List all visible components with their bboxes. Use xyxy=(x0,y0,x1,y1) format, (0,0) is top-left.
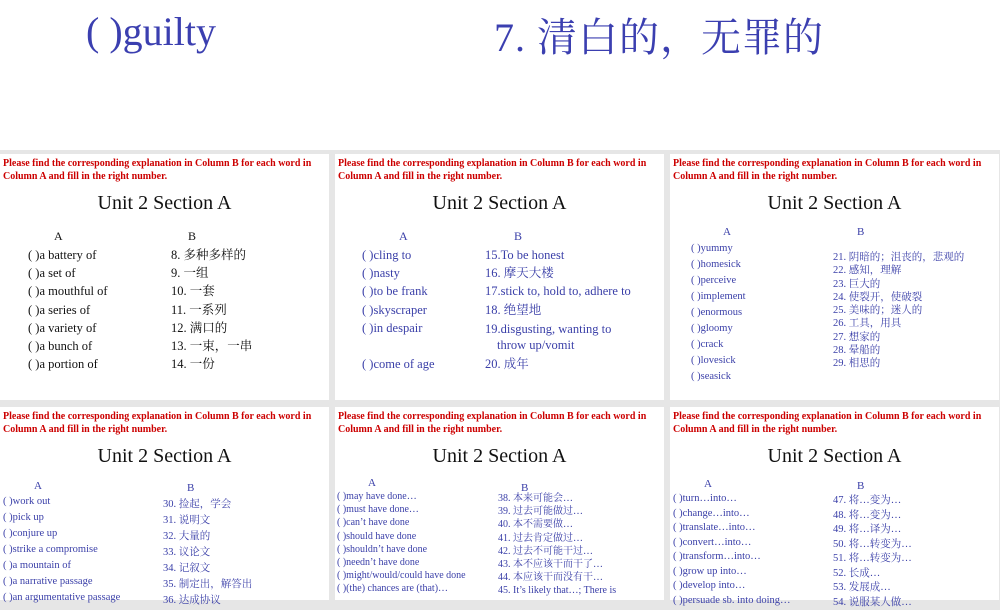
column-b-header: B xyxy=(514,229,522,244)
list-item: ( )crack xyxy=(691,337,746,353)
instruction-text: Please find the corresponding explanation in Column B for each word in Column A and fill in the right number. xyxy=(673,157,993,183)
list-item: ( )needn’t have done xyxy=(337,556,466,569)
list-item: ( )a narrative passage xyxy=(3,574,120,590)
list-item: 39. 过去可能做过… xyxy=(498,505,616,518)
instruction-text: Please find the corresponding explanation in Column B for each word in Column A and fill in the right number. xyxy=(338,410,658,436)
column-a-list xyxy=(673,492,791,608)
list-item: ( )may have done… xyxy=(337,490,466,503)
list-item: ( )work out xyxy=(3,494,120,510)
list-item: ( )a set of xyxy=(28,264,108,282)
slide-title: Unit 2 Section A xyxy=(670,192,999,215)
list-item: 26. 工具，用具 xyxy=(833,317,964,330)
column-a-header: A xyxy=(54,229,63,244)
list-item: ( )cling to xyxy=(362,246,435,264)
column-a-list xyxy=(691,241,746,385)
list-item: ( )a portion of xyxy=(28,355,108,373)
list-item: 32. 大量的 xyxy=(163,529,252,545)
list-item: ( )a bunch of xyxy=(28,337,108,355)
list-item: ( )gloomy xyxy=(691,321,746,337)
slide-1 xyxy=(0,154,329,400)
list-item: 47. 将…变为… xyxy=(833,494,912,509)
list-item: ( )shouldn’t have done xyxy=(337,543,466,556)
list-item: ( )must have done… xyxy=(337,503,466,516)
slide-6 xyxy=(670,407,999,600)
list-item: 14. 一份 xyxy=(171,355,252,373)
list-item: 11. 一系列 xyxy=(171,301,252,319)
list-item: 13. 一束，一串 xyxy=(171,337,252,355)
list-item: 33. 议论文 xyxy=(163,545,252,561)
list-item: 27. 想家的 xyxy=(833,331,964,344)
list-item: 49. 将…译为… xyxy=(833,523,912,538)
list-item: 36. 达成协议 xyxy=(163,593,252,609)
list-item: ( )a series of xyxy=(28,301,108,319)
instruction-text: Please find the corresponding explanation in Column B for each word in Column A and fill in the right number. xyxy=(338,157,658,183)
list-item: ( )translate…into… xyxy=(673,521,791,536)
list-item: ( )implement xyxy=(691,289,746,305)
list-item: 53. 发展成… xyxy=(833,581,912,596)
instruction-text: Please find the corresponding explanation in Column B for each word in Column A and fill in the right number. xyxy=(3,410,323,436)
list-item: ( )perceive xyxy=(691,273,746,289)
list-item: ( )skyscraper xyxy=(362,301,435,319)
list-item-continued: throw up/vomit xyxy=(485,337,631,353)
list-item: 34. 记叙文 xyxy=(163,561,252,577)
list-item: ( )persuade sb. into doing… xyxy=(673,594,791,609)
list-item: 22. 感知，理解 xyxy=(833,264,964,277)
list-item: ( )homesick xyxy=(691,257,746,273)
list-item: 28. 晕船的 xyxy=(833,344,964,357)
list-item: 42. 过去不可能干过… xyxy=(498,545,616,558)
column-a-header: A xyxy=(34,480,42,492)
list-item: 35. 制定出，解答出 xyxy=(163,577,252,593)
list-item: ( )change…into… xyxy=(673,507,791,522)
list-item: ( )might/would/could have done xyxy=(337,569,466,582)
column-b-list xyxy=(485,246,631,373)
list-item: ( )(the) chances are (that)… xyxy=(337,582,466,595)
list-item: 54. 说服某人做… xyxy=(833,596,912,610)
slide-title: Unit 2 Section A xyxy=(0,445,329,468)
column-b-header: B xyxy=(521,482,528,494)
column-a-list xyxy=(337,490,466,596)
list-item: 29. 相思的 xyxy=(833,357,964,370)
slide-title: Unit 2 Section A xyxy=(335,192,664,215)
slide-3 xyxy=(670,154,999,400)
list-item: 18. 绝望地 xyxy=(485,301,631,319)
column-a-list xyxy=(28,246,108,373)
list-item: ( )strike a compromise xyxy=(3,542,120,558)
column-b-list xyxy=(498,492,616,598)
list-item: ( )nasty xyxy=(362,264,435,282)
slide-4 xyxy=(0,407,329,600)
list-item: 40. 本不需要做… xyxy=(498,518,616,531)
list-item: ( )turn…into… xyxy=(673,492,791,507)
list-item: ( )yummy xyxy=(691,241,746,257)
list-item: 52. 长成… xyxy=(833,567,912,582)
list-item: ( )a mouthful of xyxy=(28,282,108,300)
column-a-list xyxy=(3,494,120,606)
list-item: ( )can’t have done xyxy=(337,516,466,529)
list-item: ( )come of age xyxy=(362,355,435,373)
list-item: 15.To be honest xyxy=(485,246,631,264)
column-b-list xyxy=(833,494,912,610)
list-item: 10. 一套 xyxy=(171,282,252,300)
list-item: ( )convert…into… xyxy=(673,536,791,551)
column-b-header: B xyxy=(187,482,194,494)
list-item: ( )conjure up xyxy=(3,526,120,542)
list-item: 20. 成年 xyxy=(485,355,631,373)
list-item: ( )grow up into… xyxy=(673,565,791,580)
guilty-item: ( )guilty xyxy=(86,8,216,55)
slide-title: Unit 2 Section A xyxy=(335,445,664,468)
list-item: ( )in despair xyxy=(362,319,435,337)
list-item: 44. 本应该干而没有干… xyxy=(498,571,616,584)
column-a-header: A xyxy=(704,478,712,490)
list-item: ( )a variety of xyxy=(28,319,108,337)
list-item: ( )to be frank xyxy=(362,282,435,300)
column-a-header: A xyxy=(723,226,731,238)
list-item: 38. 本来可能会… xyxy=(498,492,616,505)
slide-title: Unit 2 Section A xyxy=(670,445,999,468)
list-item: 41. 过去肯定做过… xyxy=(498,532,616,545)
column-b-list xyxy=(171,246,252,373)
list-item: 8. 多种多样的 xyxy=(171,246,252,264)
list-item: 9. 一组 xyxy=(171,264,252,282)
list-item: ( )lovesick xyxy=(691,353,746,369)
list-item: ( )should have done xyxy=(337,530,466,543)
list-item: 31. 说明文 xyxy=(163,513,252,529)
list-item: 51. 将…转变为… xyxy=(833,552,912,567)
column-b-header: B xyxy=(857,480,864,492)
column-b-list xyxy=(163,497,252,609)
slide-5 xyxy=(335,407,664,600)
list-item: 45. It’s likely that…; There is xyxy=(498,584,616,597)
list-item: 19.disgusting, wanting to xyxy=(485,321,631,337)
slide-2 xyxy=(335,154,664,400)
list-item: 30. 捡起，学会 xyxy=(163,497,252,513)
instruction-text: Please find the corresponding explanation in Column B for each word in Column A and fill in the right number. xyxy=(3,157,323,183)
column-a-header: A xyxy=(399,229,408,244)
top-slide-fragment xyxy=(0,0,1000,150)
list-item: 48. 将…变为… xyxy=(833,509,912,524)
list-item: ( )a mountain of xyxy=(3,558,120,574)
list-item: 12. 满口的 xyxy=(171,319,252,337)
instruction-text: Please find the corresponding explanation in Column B for each word in Column A and fill in the right number. xyxy=(673,410,993,436)
list-item: ( )a battery of xyxy=(28,246,108,264)
list-item: ( )an argumentative passage xyxy=(3,590,120,606)
list-item: 24. 使裂开，使破裂 xyxy=(833,291,964,304)
column-a-header: A xyxy=(368,477,376,489)
list-item: 21. 阴暗的；沮丧的，悲观的 xyxy=(833,251,964,264)
column-b-header: B xyxy=(857,226,864,238)
column-b-list xyxy=(833,251,964,371)
list-item: 43. 本不应该干而干了… xyxy=(498,558,616,571)
list-item: ( )enormous xyxy=(691,305,746,321)
column-b-header: B xyxy=(188,229,196,244)
guilty-definition: 7. 清白的，无罪的 xyxy=(494,6,824,63)
list-item: 17.stick to, hold to, adhere to xyxy=(485,282,631,300)
list-item: 23. 巨大的 xyxy=(833,278,964,291)
list-item: 50. 将…转变为… xyxy=(833,538,912,553)
list-item: 16. 摩天大楼 xyxy=(485,264,631,282)
column-a-list xyxy=(362,246,435,373)
list-item: ( )transform…into… xyxy=(673,550,791,565)
list-item: ( )seasick xyxy=(691,369,746,385)
slide-title: Unit 2 Section A xyxy=(0,192,329,215)
list-item: ( )pick up xyxy=(3,510,120,526)
list-item: ( )develop into… xyxy=(673,579,791,594)
list-item: 25. 美味的；迷人的 xyxy=(833,304,964,317)
